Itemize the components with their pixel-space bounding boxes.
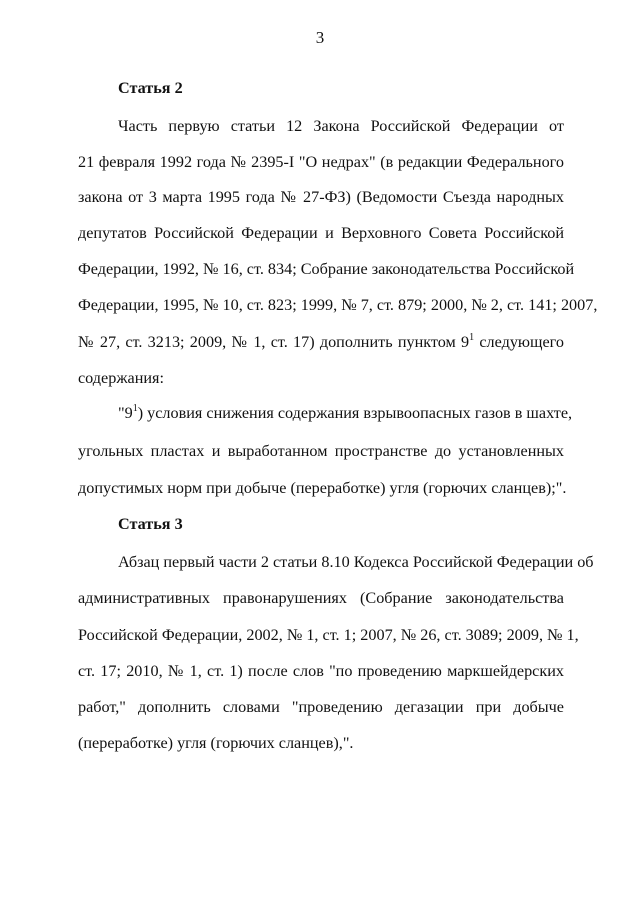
- paragraph-line: (переработке) угля (горючих сланцев),".: [78, 734, 354, 752]
- paragraph-line: Российской Федерации, 2002, № 1, ст. 1; 2007, № 26, ст. 3089; 2009, № 1,: [78, 626, 579, 644]
- section-heading-article-3: Статья 3: [118, 515, 183, 533]
- paragraph-line: закона от 3 марта 1995 года № 27-ФЗ) (Ведомости Съезда народных: [78, 188, 564, 206]
- paragraph-line: депутатов Российской Федерации и Верховного Совета Российской: [78, 224, 564, 242]
- quoted-item-line: [118, 403, 573, 423]
- paragraph-line: Абзац первый части 2 статьи 8.10 Кодекса Российской Федерации об: [118, 553, 594, 571]
- paragraph-line: административных правонарушениях (Собрание законодательства: [78, 589, 564, 607]
- superscript: 1: [132, 403, 138, 414]
- page-number: 3: [315, 28, 325, 47]
- paragraph-line: Часть первую статьи 12 Закона Российской Федерации от: [118, 117, 564, 135]
- text-span: № 27, ст. 3213; 2009, № 1, ст. 17) дополнить пунктом 9: [78, 333, 470, 351]
- text-span: ) условия снижения содержания взрывоопасных газов в шахте,: [137, 404, 573, 422]
- text-span: следующего: [474, 333, 564, 351]
- paragraph-line: 21 февраля 1992 года № 2395-I "О недрах" (в редакции Федерального: [78, 153, 564, 171]
- section-heading-article-2: Статья 2: [118, 79, 183, 97]
- text-span: "9: [118, 404, 133, 422]
- paragraph-line: [78, 332, 564, 352]
- paragraph-line: угольных пластах и выработанном пространстве до установленных: [78, 442, 564, 460]
- paragraph-line: содержания:: [78, 369, 164, 387]
- paragraph-line: допустимых норм при добыче (переработке) угля (горючих сланцев);".: [78, 479, 567, 497]
- paragraph-line: работ," дополнить словами "проведению дегазации при добыче: [78, 698, 564, 716]
- paragraph-line: ст. 17; 2010, № 1, ст. 1) после слов "по проведению маркшейдерских: [78, 662, 564, 680]
- paragraph-line: Федерации, 1992, № 16, ст. 834; Собрание законодательства Российской: [78, 260, 575, 278]
- paragraph-line: Федерации, 1995, № 10, ст. 823; 1999, № 7, ст. 879; 2000, № 2, ст. 141; 2007,: [78, 296, 598, 314]
- superscript: 1: [469, 332, 475, 343]
